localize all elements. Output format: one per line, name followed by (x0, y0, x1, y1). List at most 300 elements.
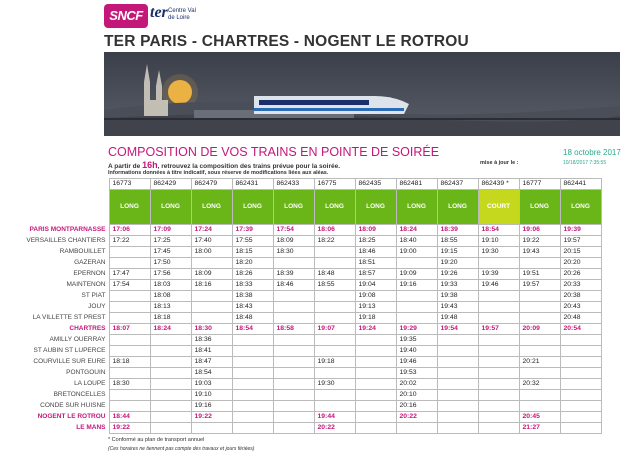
time-cell (560, 401, 601, 412)
time-cell: 19:30 (478, 247, 519, 258)
station-name: CHARTRES (69, 325, 106, 332)
time-cell: 18:55 (314, 280, 355, 291)
time-cell: 19:20 (437, 258, 478, 269)
time-cell: 17:06 (109, 225, 150, 236)
time-cell (150, 368, 191, 379)
station-name: LA VILLETTE ST PREST (32, 314, 106, 321)
time-cell: 18:39 (437, 225, 478, 236)
time-cell (232, 423, 273, 434)
intro-text: A partir de 16h, retrouvez la composition des trains prévue pour la soirée. (108, 160, 341, 170)
time-cell: 19:22 (191, 412, 232, 423)
time-cell (109, 247, 150, 258)
stop-row (2, 346, 601, 357)
time-cell: 19:43 (519, 247, 560, 258)
station-name: COURVILLE SUR EURE (33, 358, 106, 365)
time-cell (314, 302, 355, 313)
time-cell: 20:20 (560, 258, 601, 269)
time-cell (314, 401, 355, 412)
composition-cell: LONG (232, 190, 273, 225)
composition-heading: COMPOSITION DE VOS TRAINS EN POINTE DE SOIRÉE (108, 145, 440, 159)
time-cell (273, 313, 314, 324)
time-cell: 20:16 (396, 401, 437, 412)
time-cell: 18:47 (191, 357, 232, 368)
time-cell (355, 335, 396, 346)
stop-row (2, 247, 601, 258)
time-cell (437, 423, 478, 434)
time-cell (478, 335, 519, 346)
time-cell: 18:39 (273, 269, 314, 280)
time-cell (355, 412, 396, 423)
time-cell: 20:48 (560, 313, 601, 324)
time-cell (273, 302, 314, 313)
time-cell (355, 357, 396, 368)
stop-row (2, 291, 601, 302)
time-cell: 18:09 (191, 269, 232, 280)
time-cell (191, 258, 232, 269)
time-cell (437, 390, 478, 401)
time-cell: 19:16 (191, 401, 232, 412)
time-cell: 18:43 (232, 302, 273, 313)
time-cell (519, 335, 560, 346)
time-cell: 19:39 (478, 269, 519, 280)
station-name: EPERNON (73, 270, 106, 277)
time-cell (232, 379, 273, 390)
time-cell: 19:48 (437, 313, 478, 324)
time-cell: 19:54 (437, 324, 478, 335)
update-value: 10/18/2017 7:35:55 (563, 160, 607, 166)
time-cell: 19:07 (314, 324, 355, 335)
station-name: PARIS MONTPARNASSE (29, 226, 106, 233)
time-cell: 18:20 (232, 258, 273, 269)
time-cell: 18:44 (109, 412, 150, 423)
time-cell: 17:22 (109, 236, 150, 247)
stop-row (2, 412, 601, 423)
time-cell: 20:10 (396, 390, 437, 401)
time-cell (109, 401, 150, 412)
time-cell (150, 401, 191, 412)
corner-cell (2, 179, 109, 190)
time-cell: 19:16 (396, 280, 437, 291)
time-cell: 18:18 (109, 357, 150, 368)
train-number: 862435 (355, 179, 396, 190)
time-cell: 18:54 (232, 324, 273, 335)
time-cell: 18:46 (273, 280, 314, 291)
time-cell (478, 412, 519, 423)
time-cell: 20:15 (560, 247, 601, 258)
time-cell: 19:15 (437, 247, 478, 258)
time-cell: 19:10 (191, 390, 232, 401)
time-cell: 18:33 (232, 280, 273, 291)
time-cell: 19:22 (519, 236, 560, 247)
station-name: VERSAILLES CHANTIERS (26, 237, 106, 244)
time-cell: 18:48 (314, 269, 355, 280)
time-cell (273, 390, 314, 401)
time-cell (355, 401, 396, 412)
time-cell (478, 379, 519, 390)
station-name: JOUY (88, 303, 106, 310)
time-cell: 20:45 (519, 412, 560, 423)
disclaimer-text: Informations données à titre indicatif, sous réserve de modifications liées aux aléas. (108, 170, 329, 176)
time-cell (437, 368, 478, 379)
time-cell: 19:08 (355, 291, 396, 302)
time-cell (232, 412, 273, 423)
time-cell (519, 302, 560, 313)
time-cell: 19:44 (314, 412, 355, 423)
stop-row (2, 280, 601, 291)
time-cell: 19:26 (437, 269, 478, 280)
time-cell (519, 390, 560, 401)
time-cell (273, 357, 314, 368)
time-cell: 18:54 (191, 368, 232, 379)
time-cell: 19:57 (560, 236, 601, 247)
station-name: ST AUBIN ST LUPERCE (33, 347, 106, 354)
time-cell (560, 423, 601, 434)
time-cell (150, 335, 191, 346)
stop-row (2, 313, 601, 324)
composition-cell: LONG (519, 190, 560, 225)
time-cell: 18:40 (396, 236, 437, 247)
train-number: 16775 (314, 179, 355, 190)
time-cell (109, 390, 150, 401)
time-cell (314, 335, 355, 346)
time-cell (150, 346, 191, 357)
time-cell (314, 390, 355, 401)
time-cell: 17:40 (191, 236, 232, 247)
time-cell (437, 357, 478, 368)
station-name: ST PIAT (81, 292, 106, 299)
time-cell (355, 368, 396, 379)
train-number: 862437 (437, 179, 478, 190)
time-cell: 18:00 (191, 247, 232, 258)
time-cell (437, 412, 478, 423)
time-cell (519, 258, 560, 269)
stop-row (2, 423, 601, 434)
composition-cell: LONG (191, 190, 232, 225)
time-cell: 20:09 (519, 324, 560, 335)
stop-row (2, 401, 601, 412)
time-cell (519, 291, 560, 302)
station-name: GAZERAN (74, 259, 106, 266)
time-cell (109, 368, 150, 379)
time-cell: 20:43 (560, 302, 601, 313)
time-cell (150, 423, 191, 434)
time-cell (560, 390, 601, 401)
footnote-2: (Ces horaires ne tiennent pas compte des travaux et jours fériées) (108, 446, 255, 452)
time-cell (314, 368, 355, 379)
time-cell: 20:22 (396, 412, 437, 423)
station-name: NOGENT LE ROTROU (37, 413, 106, 420)
time-cell (478, 258, 519, 269)
time-cell: 21:27 (519, 423, 560, 434)
time-cell (109, 346, 150, 357)
time-cell (478, 401, 519, 412)
time-cell (150, 412, 191, 423)
time-cell: 18:54 (478, 225, 519, 236)
corner-cell (2, 190, 109, 225)
time-cell: 19:03 (191, 379, 232, 390)
time-cell (314, 291, 355, 302)
time-cell: 18:36 (191, 335, 232, 346)
time-cell (273, 346, 314, 357)
time-cell: 20:02 (396, 379, 437, 390)
time-cell (355, 346, 396, 357)
time-cell (560, 357, 601, 368)
time-cell: 19:53 (396, 368, 437, 379)
time-cell: 18:16 (191, 280, 232, 291)
time-cell (109, 302, 150, 313)
time-cell: 17:54 (109, 280, 150, 291)
time-cell: 19:06 (519, 225, 560, 236)
time-cell: 17:55 (232, 236, 273, 247)
time-cell (232, 368, 273, 379)
time-cell: 18:46 (355, 247, 396, 258)
time-cell: 18:22 (314, 236, 355, 247)
time-cell: 18:18 (150, 313, 191, 324)
time-cell (273, 401, 314, 412)
time-cell (109, 313, 150, 324)
time-cell (396, 313, 437, 324)
time-cell: 17:50 (150, 258, 191, 269)
time-cell (437, 401, 478, 412)
time-cell (314, 247, 355, 258)
composition-cell: LONG (560, 190, 601, 225)
time-cell: 17:45 (150, 247, 191, 258)
time-cell (519, 401, 560, 412)
time-cell: 19:13 (355, 302, 396, 313)
time-cell (150, 379, 191, 390)
page-title: TER PARIS - CHARTRES - NOGENT LE ROTROU (104, 33, 469, 50)
time-cell (273, 291, 314, 302)
time-cell (355, 423, 396, 434)
composition-cell: LONG (109, 190, 150, 225)
time-cell: 17:56 (150, 269, 191, 280)
time-cell (314, 313, 355, 324)
time-cell (478, 423, 519, 434)
train-number: 862429 (150, 179, 191, 190)
time-cell: 18:41 (191, 346, 232, 357)
time-cell: 17:39 (232, 225, 273, 236)
time-cell (150, 357, 191, 368)
time-cell: 18:13 (150, 302, 191, 313)
train-number: 862439 * (478, 179, 519, 190)
stop-row (2, 269, 601, 280)
time-cell: 18:09 (355, 225, 396, 236)
time-cell: 17:54 (273, 225, 314, 236)
time-cell (396, 302, 437, 313)
time-cell: 19:18 (355, 313, 396, 324)
time-cell (355, 379, 396, 390)
time-cell (560, 368, 601, 379)
time-cell: 19:29 (396, 324, 437, 335)
stop-row (2, 225, 601, 236)
time-cell (109, 291, 150, 302)
train-number: 862479 (191, 179, 232, 190)
time-cell (109, 258, 150, 269)
stop-row (2, 302, 601, 313)
night-train-illustration (104, 52, 620, 136)
time-cell: 18:09 (273, 236, 314, 247)
time-cell (273, 368, 314, 379)
station-name: RAMBOUILLET (59, 248, 106, 255)
time-cell (437, 379, 478, 390)
composition-cell: COURT (478, 190, 519, 225)
time-cell (478, 302, 519, 313)
time-cell: 19:09 (396, 269, 437, 280)
date-label: 18 octobre 2017 (563, 148, 621, 157)
time-cell (355, 390, 396, 401)
stop-row (2, 379, 601, 390)
time-cell (396, 291, 437, 302)
station-name: AMILLY OUERRAY (49, 336, 106, 343)
station-name: LA LOUPE (74, 380, 106, 387)
time-cell: 19:33 (437, 280, 478, 291)
composition-cell: LONG (396, 190, 437, 225)
time-cell (437, 335, 478, 346)
stop-row (2, 258, 601, 269)
station-name: LE MANS (76, 424, 106, 431)
time-cell (478, 357, 519, 368)
time-cell: 18:48 (232, 313, 273, 324)
time-cell: 18:51 (355, 258, 396, 269)
time-cell: 19:35 (396, 335, 437, 346)
time-cell (273, 412, 314, 423)
sncf-logo: SNCF (104, 4, 148, 28)
time-cell (478, 346, 519, 357)
time-cell: 18:25 (355, 236, 396, 247)
composition-cell: LONG (314, 190, 355, 225)
station-name: PONTGOUIN (66, 369, 106, 376)
time-cell: 18:06 (314, 225, 355, 236)
time-cell (396, 258, 437, 269)
time-cell: 18:03 (150, 280, 191, 291)
time-cell (560, 412, 601, 423)
time-cell: 17:47 (109, 269, 150, 280)
time-cell (519, 313, 560, 324)
train-number-row (2, 179, 601, 190)
station-name: CONDE SUR HUISNE (40, 402, 106, 409)
stop-row (2, 324, 601, 335)
time-cell (232, 390, 273, 401)
time-cell: 19:46 (396, 357, 437, 368)
time-cell: 19:04 (355, 280, 396, 291)
time-cell (560, 335, 601, 346)
composition-row (2, 190, 601, 225)
time-cell: 18:30 (273, 247, 314, 258)
time-cell (478, 291, 519, 302)
station-name: BRETONCELLES (53, 391, 106, 398)
ter-logo: ter (150, 4, 168, 21)
train-number: 862433 (273, 179, 314, 190)
time-cell: 19:46 (478, 280, 519, 291)
time-cell: 18:08 (150, 291, 191, 302)
time-cell: 19:40 (396, 346, 437, 357)
stop-row (2, 335, 601, 346)
time-cell: 19:18 (314, 357, 355, 368)
time-cell: 20:32 (519, 379, 560, 390)
composition-cell: LONG (150, 190, 191, 225)
time-cell: 17:24 (191, 225, 232, 236)
time-cell: 18:24 (396, 225, 437, 236)
time-cell (437, 346, 478, 357)
time-cell (314, 258, 355, 269)
time-cell: 19:10 (478, 236, 519, 247)
time-cell: 20:22 (314, 423, 355, 434)
time-cell (191, 302, 232, 313)
time-cell: 18:24 (150, 324, 191, 335)
time-cell: 19:00 (396, 247, 437, 258)
time-cell: 18:15 (232, 247, 273, 258)
time-cell (273, 423, 314, 434)
stop-row (2, 357, 601, 368)
time-cell (519, 346, 560, 357)
time-cell (560, 346, 601, 357)
time-cell: 19:30 (314, 379, 355, 390)
time-cell (560, 379, 601, 390)
time-cell: 18:58 (273, 324, 314, 335)
footnote-1: * Conformé au plan de transport annuel (108, 437, 205, 443)
train-number: 862441 (560, 179, 601, 190)
time-cell (109, 335, 150, 346)
time-cell: 19:57 (519, 280, 560, 291)
update-label: mise à jour le : (480, 160, 519, 166)
time-cell (314, 346, 355, 357)
time-cell: 17:25 (150, 236, 191, 247)
time-cell: 20:54 (560, 324, 601, 335)
composition-cell: LONG (355, 190, 396, 225)
time-cell: 19:38 (437, 291, 478, 302)
time-cell (232, 401, 273, 412)
time-cell: 18:30 (191, 324, 232, 335)
time-cell (191, 423, 232, 434)
time-cell: 20:33 (560, 280, 601, 291)
time-cell (232, 357, 273, 368)
time-cell: 18:38 (232, 291, 273, 302)
time-cell: 20:21 (519, 357, 560, 368)
time-cell (150, 390, 191, 401)
composition-cell: LONG (437, 190, 478, 225)
time-cell: 18:26 (232, 269, 273, 280)
train-number: 862481 (396, 179, 437, 190)
time-cell: 19:57 (478, 324, 519, 335)
time-cell (273, 258, 314, 269)
train-number: 862431 (232, 179, 273, 190)
time-cell: 18:30 (109, 379, 150, 390)
stop-row (2, 368, 601, 379)
time-cell (478, 313, 519, 324)
time-cell (396, 423, 437, 434)
time-cell (519, 368, 560, 379)
time-cell (191, 291, 232, 302)
time-cell: 19:24 (355, 324, 396, 335)
time-cell (273, 379, 314, 390)
timetable (2, 178, 602, 434)
time-cell: 17:09 (150, 225, 191, 236)
time-cell: 20:26 (560, 269, 601, 280)
station-name: MAINTENON (66, 281, 106, 288)
stop-row (2, 390, 601, 401)
time-cell (232, 346, 273, 357)
train-number: 16773 (109, 179, 150, 190)
time-cell: 19:22 (109, 423, 150, 434)
time-cell (273, 335, 314, 346)
time-cell: 18:57 (355, 269, 396, 280)
train-number: 16777 (519, 179, 560, 190)
time-cell (191, 313, 232, 324)
time-cell (478, 368, 519, 379)
time-cell (478, 390, 519, 401)
time-cell: 18:55 (437, 236, 478, 247)
stop-row (2, 236, 601, 247)
